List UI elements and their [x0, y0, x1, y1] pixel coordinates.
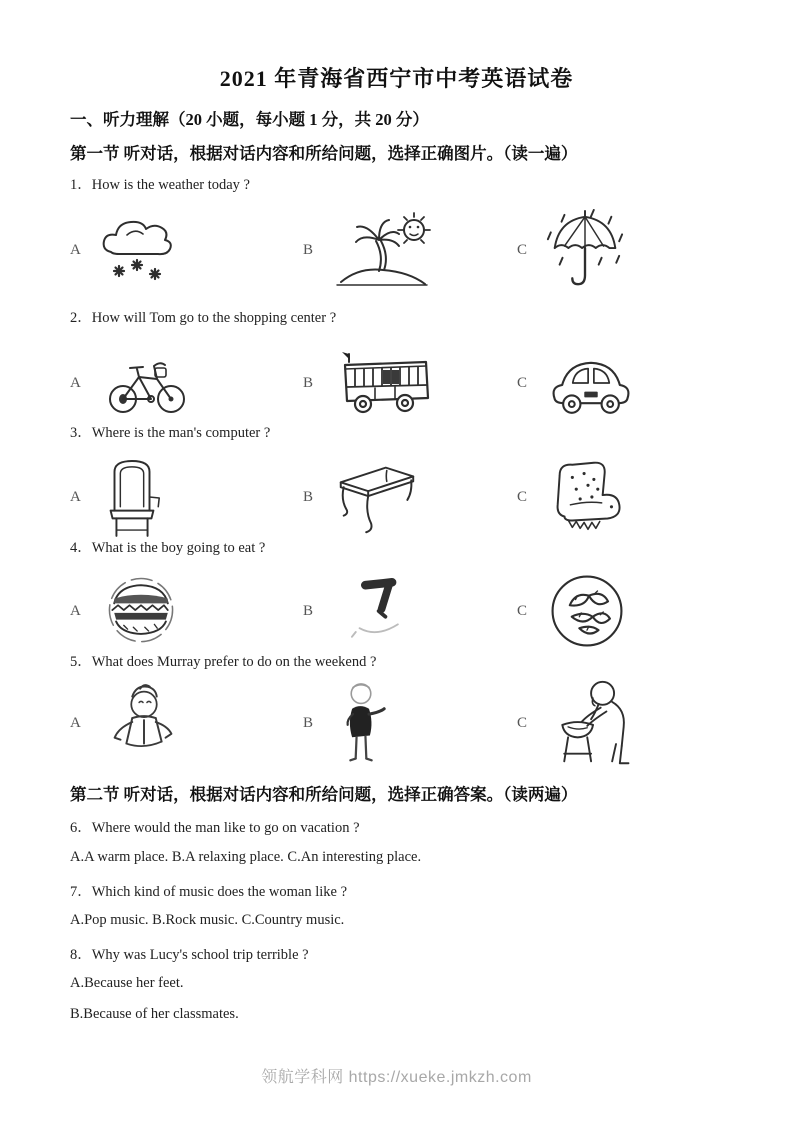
page-title: 2021 年青海省西宁市中考英语试卷	[219, 66, 574, 91]
q4-option-a	[70, 564, 185, 658]
q3-option-b	[303, 450, 423, 544]
option-c-label: C	[517, 602, 528, 619]
q5-option-b	[303, 676, 393, 770]
section1-heading: 第一节 听对话，根据对话内容和所给问题，选择正确图片。（读一遍）	[70, 144, 578, 163]
option-c-label: C	[517, 714, 528, 731]
question-6-text: 6．Where would the man like to go on vacation ?	[70, 820, 360, 836]
part1-heading: 一、听力理解（20 小题，每小题 1 分，共 20 分）	[70, 110, 429, 129]
q5-option-c	[517, 676, 643, 770]
umbrella-rain-icon	[543, 207, 627, 293]
q4-option-b	[303, 564, 415, 658]
q4-option-c	[517, 564, 631, 658]
q2-option-c	[517, 336, 639, 430]
palm-island-sun-icon	[329, 210, 437, 290]
watermark-footer: 领航学科网 https://xueke.jmkzh.com	[261, 1069, 532, 1086]
faint-food-sketch-icon	[329, 572, 415, 650]
snow-cloud-icon	[97, 210, 185, 290]
car-icon	[543, 347, 639, 419]
q1-option-c	[517, 203, 627, 297]
question-1-picture-options	[70, 203, 735, 297]
person-washing-clothes-icon	[543, 677, 643, 769]
question-2-text: 2．How will Tom go to the shopping center ?	[70, 310, 337, 326]
q3-option-c	[517, 450, 633, 544]
boy-sitting-icon	[97, 680, 191, 766]
q2-option-b	[303, 336, 441, 430]
option-c-label: C	[517, 374, 528, 391]
question-8-option-a: A.Because her feet.	[70, 975, 184, 991]
option-a-label: A	[70, 374, 81, 391]
q3-option-a	[70, 450, 167, 544]
option-a-label: A	[70, 714, 81, 731]
q1-option-a	[70, 203, 185, 297]
section2-heading: 第二节 听对话，根据对话内容和所给问题，选择正确答案。（读两遍）	[70, 785, 578, 804]
question-3-picture-options	[70, 450, 735, 544]
dumplings-plate-icon	[543, 567, 631, 655]
question-2-picture-options	[70, 336, 735, 430]
option-a-label: A	[70, 602, 81, 619]
option-a-label: A	[70, 241, 81, 258]
person-standing-icon	[329, 677, 393, 769]
question-7-text: 7．Which kind of music does the woman like ?	[70, 884, 348, 900]
bicycle-icon	[97, 347, 197, 419]
question-6-options: A.A warm place. B.A relaxing place. C.An interesting place.	[70, 849, 422, 865]
bus-icon	[329, 347, 441, 419]
question-8-text: 8．Why was Lucy's school trip terrible ?	[70, 947, 309, 963]
option-c-label: C	[517, 488, 528, 505]
question-3-text: 3．Where is the man's computer ?	[70, 425, 271, 441]
q2-option-a	[70, 336, 197, 430]
option-b-label: B	[303, 241, 314, 258]
hamburger-icon	[97, 570, 185, 652]
question-5-picture-options	[70, 676, 735, 770]
option-b-label: B	[303, 602, 314, 619]
question-5-text: 5．What does Murray prefer to do on the weekend ?	[70, 654, 377, 670]
question-1-text: 1．How is the weather today ?	[70, 177, 250, 193]
question-7-options: A.Pop music. B.Rock music. C.Country music.	[70, 912, 345, 928]
armchair-icon	[543, 453, 633, 541]
option-b-label: B	[303, 374, 314, 391]
option-b-label: B	[303, 488, 314, 505]
question-4-text: 4．What is the boy going to eat ?	[70, 540, 266, 556]
q5-option-a	[70, 676, 191, 770]
table-icon	[329, 454, 423, 540]
option-c-label: C	[517, 241, 528, 258]
option-b-label: B	[303, 714, 314, 731]
question-8-option-b: B.Because of her classmates.	[70, 1006, 239, 1022]
q1-option-b	[303, 203, 437, 297]
question-4-picture-options	[70, 564, 735, 658]
chair-icon	[97, 452, 167, 542]
option-a-label: A	[70, 488, 81, 505]
